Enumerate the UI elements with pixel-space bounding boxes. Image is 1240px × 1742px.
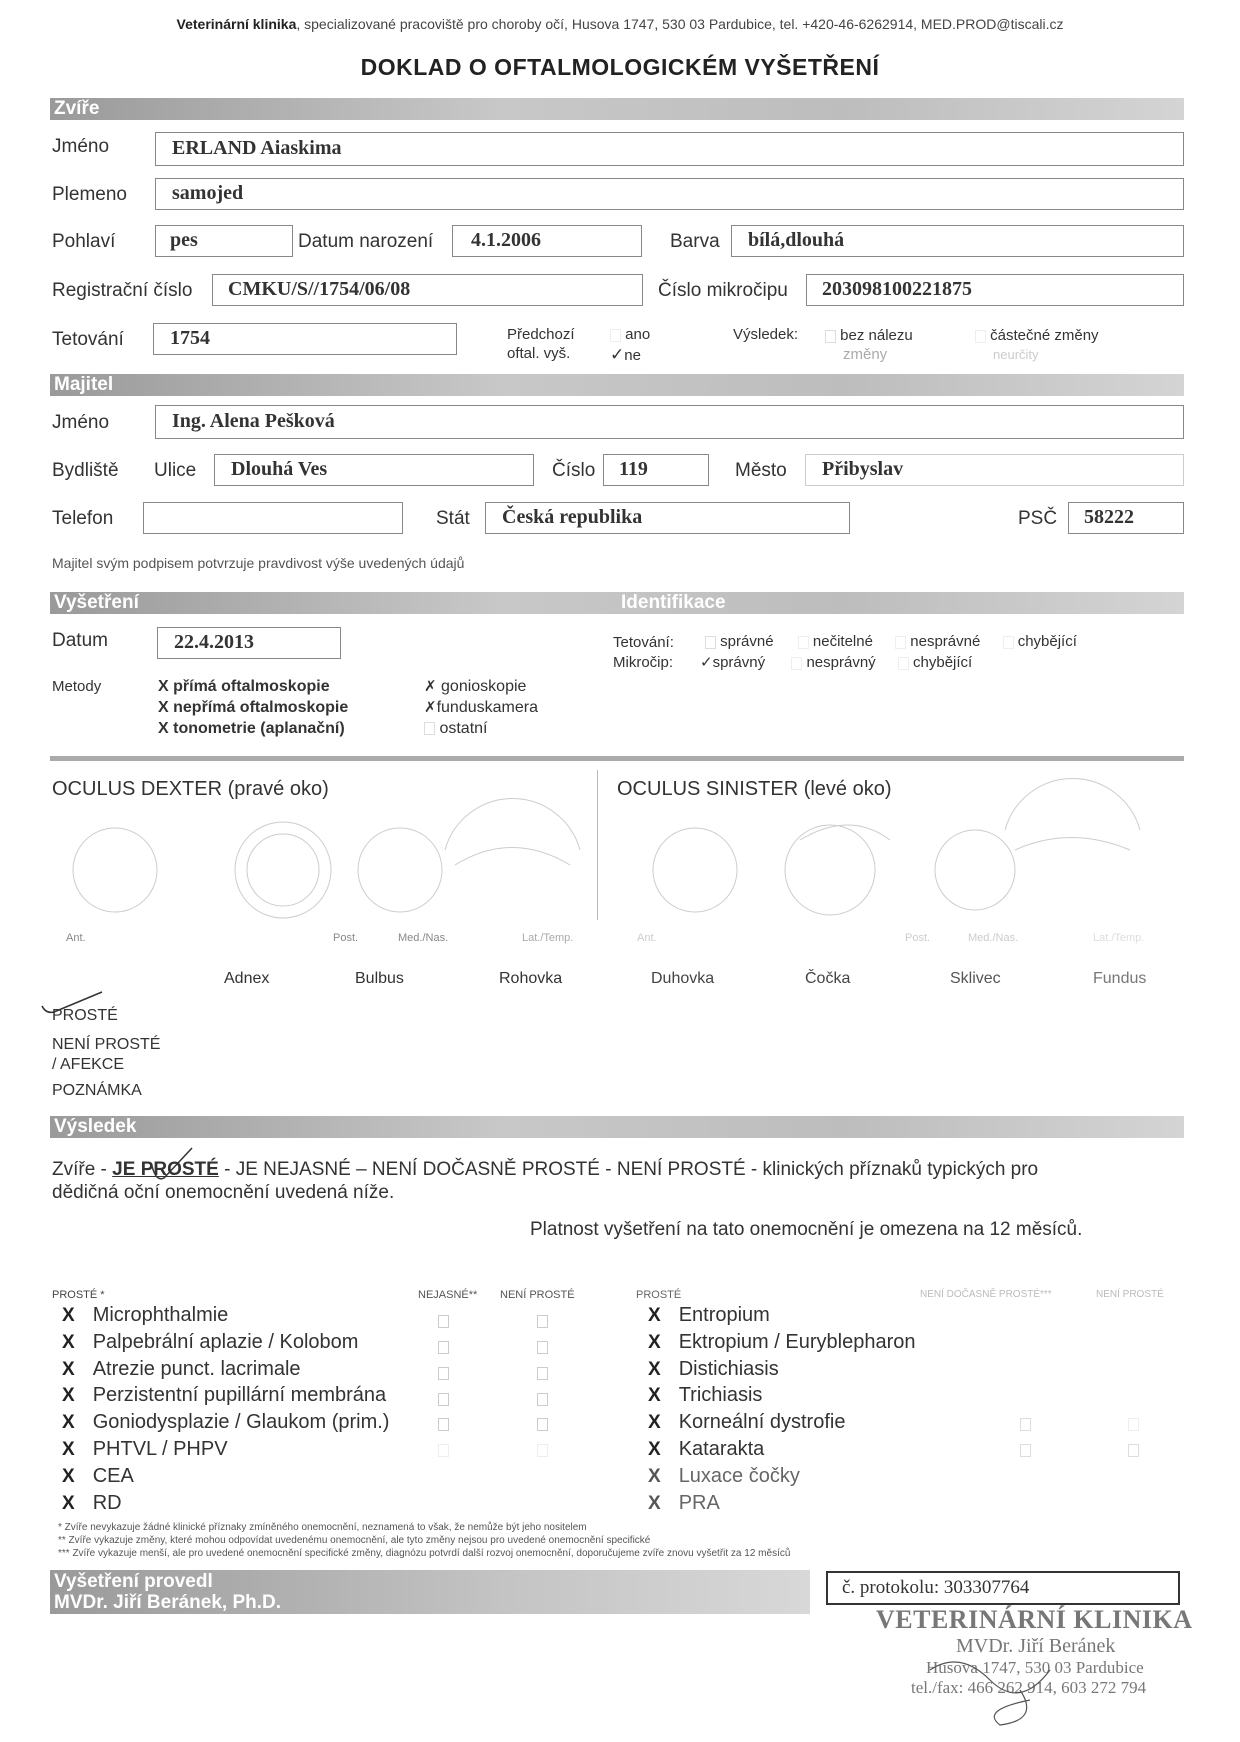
sex-field[interactable]: pes xyxy=(155,225,293,257)
method-option[interactable]: ✗ gonioskopie xyxy=(424,678,527,695)
registration-field[interactable]: CMKU/S//1754/06/08 xyxy=(212,274,643,306)
part-lens: Čočka xyxy=(805,970,851,987)
prev-no-option[interactable]: ✓ne xyxy=(610,345,641,364)
method-item: X přímá oftalmoskopie xyxy=(158,678,330,695)
disease-list-right xyxy=(648,1303,915,1517)
disease-row: X Entropium xyxy=(648,1304,770,1326)
result-no-finding-option[interactable]: bez nálezu změny xyxy=(825,326,913,364)
color-label: Barva xyxy=(670,231,720,252)
registration-label: Registrační číslo xyxy=(52,280,193,301)
oculus-dexter-title: OCULUS DEXTER (pravé oko) xyxy=(52,778,329,800)
method-option[interactable]: ostatní xyxy=(424,718,538,739)
head-temp-not-clear: NENÍ DOČASNĚ PROSTÉ*** xyxy=(920,1289,1052,1300)
tattoo-options[interactable]: správné nečitelné nesprávné chybějící xyxy=(705,633,1077,650)
head-clear-right: PROSTÉ xyxy=(636,1289,682,1301)
disease-row: X Microphthalmie xyxy=(62,1304,229,1326)
tattoo-label: Tetování xyxy=(52,329,124,350)
section-bar-animal: Zvíře xyxy=(50,98,1184,120)
result-statement-line2: dědičná oční onemocnění uvedená níže. xyxy=(52,1182,395,1203)
disease-row: X Perzistentní pupillární membrána xyxy=(62,1384,387,1407)
section-bar-owner: Majitel xyxy=(50,374,1184,396)
disease-row: X Ektropium / Euryblepharon xyxy=(648,1330,916,1353)
not-clear-checkboxes[interactable] xyxy=(537,1309,548,1464)
city-label: Město xyxy=(735,460,787,481)
owner-name-field[interactable]: Ing. Alena Pešková xyxy=(155,405,1184,439)
head-not-clear-right: NENÍ PROSTÉ xyxy=(1096,1289,1164,1300)
result-label: Výsledek: xyxy=(733,326,799,343)
temp-not-clear-checkboxes[interactable] xyxy=(1020,1412,1031,1464)
part-iris: Duhovka xyxy=(651,970,715,987)
result-chosen: JE PROSTÉ xyxy=(112,1159,219,1180)
unclear-checkboxes[interactable] xyxy=(438,1309,449,1464)
phone-field[interactable] xyxy=(143,502,403,534)
dir-label-lat-os: Lat./Temp. xyxy=(1093,932,1145,944)
city-field[interactable]: Přibyslav xyxy=(805,454,1184,486)
head-unclear: NEJASNÉ** xyxy=(418,1289,478,1301)
method-option[interactable]: ✗funduskamera xyxy=(424,699,538,716)
disease-row: X CEA xyxy=(62,1464,134,1487)
result-statement: Zvíře - JE PROSTÉ - JE NEJASNÉ – NENÍ DOČASNĚ PROSTÉ - NENÍ PROSTÉ - klinických příznaků typických pro xyxy=(52,1159,1039,1180)
street-field[interactable]: Dlouhá Ves xyxy=(214,454,534,486)
animal-name-label: Jméno xyxy=(52,136,110,157)
dir-label-med-od: Med./Nas. xyxy=(398,932,449,944)
row-not-clear-label: NENÍ PROSTÉ / AFEKCE xyxy=(52,1036,161,1073)
zip-field[interactable]: 58222 xyxy=(1068,502,1184,534)
method-item: X nepřímá oftalmoskopie xyxy=(158,699,349,716)
part-fundus: Fundus xyxy=(1093,970,1147,987)
dir-label-ant-os: Ant. xyxy=(637,932,657,944)
owner-confirmation-note: Majitel svým podpisem potvrzuje pravdivost výše uvedených údajů xyxy=(52,555,465,571)
country-label: Stát xyxy=(436,508,470,529)
performed-by-bar: Vyšetření provedl MVDr. Jiří Beránek, Ph.D. xyxy=(50,1570,810,1614)
disease-row: X Palpebrální aplazie / Kolobom xyxy=(62,1330,359,1353)
address-label: Bydliště xyxy=(52,460,119,481)
part-vitreous: Sklivec xyxy=(950,970,1001,987)
street-label: Ulice xyxy=(154,460,197,481)
dir-label-post-os: Post. xyxy=(905,932,931,944)
clinic-header: Veterinární klinika, specializované pracoviště pro choroby očí, Husova 1747, 530 03 Pardubice, tel. +420-46-6262914, MED.PROD@tiscali.cz xyxy=(176,16,1064,32)
color-field[interactable]: bílá,dlouhá xyxy=(731,225,1184,257)
phone-label: Telefon xyxy=(52,508,114,529)
document-title: DOKLAD O OFTALMOLOGICKÉM VYŠETŘENÍ xyxy=(360,54,880,80)
footnotes: * Zvíře nevykazuje žádné klinické příznaky zmíněného onemocnění, neznamená to však, že nemůže být jeho nositelem ** Zvíře vykazuje změny, které mohou odpovídat uvedenému onemocnění, ale tyto změny nejsou pro uvedené onemocnění specifické *** Zvíře vykazuje menší, ale pro uvedené onemocnění specifické změny, diagnózu potvrdí další rozvoj onemocnění, doporučujeme zvíře znovu vyšetřit za 12 měsíců xyxy=(58,1522,791,1559)
row-note-label: POZNÁMKA xyxy=(52,1082,142,1099)
disease-row: X Goniodysplazie / Glaukom (prim.) xyxy=(62,1411,390,1434)
method-item: X tonometrie (aplanační) xyxy=(158,720,345,737)
oculus-sinister-title: OCULUS SINISTER (levé oko) xyxy=(617,778,892,800)
part-bulbus: Bulbus xyxy=(355,970,404,987)
disease-row: X Atrezie punct. lacrimale xyxy=(62,1357,301,1380)
disease-row: X Trichiasis xyxy=(648,1384,763,1407)
disease-row: X PHTVL / PHPV xyxy=(62,1437,228,1460)
result-partial-option[interactable]: částečné změny neurčity xyxy=(975,326,1099,364)
dir-label-lat-od: Lat./Temp. xyxy=(522,932,574,944)
head-not-clear: NENÍ PROSTÉ xyxy=(500,1289,575,1301)
disease-row: X Luxace čočky xyxy=(648,1464,800,1487)
owner-name-label: Jméno xyxy=(52,412,110,433)
result-check-icon xyxy=(148,1144,198,1188)
eye-diagrams xyxy=(50,770,1184,950)
country-field[interactable]: Česká republika xyxy=(485,502,850,534)
animal-name-field[interactable]: ERLAND Aiaskima xyxy=(155,132,1184,166)
dir-label-ant-od: Ant. xyxy=(66,932,86,944)
head-clear-left: PROSTÉ * xyxy=(52,1289,105,1301)
section-bar-exam: Vyšetření Identifikace xyxy=(50,592,1184,614)
dir-label-post-od: Post. xyxy=(333,932,359,944)
disease-row: X PRA xyxy=(648,1491,720,1514)
exam-date-field[interactable]: 22.4.2013 xyxy=(157,627,341,659)
methods-list-other xyxy=(424,676,538,739)
exam-date-label: Datum xyxy=(52,630,108,651)
disease-row: X Katarakta xyxy=(648,1437,765,1460)
methods-list xyxy=(158,676,348,739)
previous-exam-label: Předchozí oftal. vyš. xyxy=(507,326,575,362)
disease-row: X RD xyxy=(62,1491,122,1514)
prev-yes-option[interactable]: ano xyxy=(610,326,650,343)
breed-label: Plemeno xyxy=(52,184,127,205)
microchip-field[interactable]: 203098100221875 xyxy=(806,274,1184,306)
chip-options[interactable]: ✓správný nesprávný chybějící xyxy=(700,654,973,671)
disease-row: X Distichiasis xyxy=(648,1357,779,1380)
breed-field[interactable]: samojed xyxy=(155,178,1184,210)
tattoo-field[interactable]: 1754 xyxy=(153,323,457,355)
house-number-field[interactable]: 119 xyxy=(603,454,709,486)
dob-field[interactable]: 4.1.2006 xyxy=(452,225,642,257)
part-adnex: Adnex xyxy=(224,970,270,987)
part-cornea: Rohovka xyxy=(499,970,563,987)
section-bar-result: Výsledek xyxy=(50,1116,1184,1138)
protocol-number-field[interactable]: č. protokolu: 303307764 xyxy=(826,1571,1180,1605)
clinic-stamp: VETERINÁRNÍ KLINIKA MVDr. Jiří Beránek Husova 1747, 530 03 Pardubice tel./fax: 466 262 914, 603 272 794 xyxy=(876,1605,1193,1697)
microchip-label: Číslo mikročipu xyxy=(658,280,788,301)
dir-label-med-os: Med./Nas. xyxy=(968,932,1019,944)
disease-row: X Korneální dystrofie xyxy=(648,1411,846,1434)
dob-label: Datum narození xyxy=(298,231,434,252)
zip-label: PSČ xyxy=(1018,508,1058,529)
not-clear-right-checkboxes[interactable] xyxy=(1128,1412,1139,1464)
divider xyxy=(50,756,1184,761)
checkmark-icon xyxy=(38,988,108,1024)
row-clear-label[interactable]: PROSTÉ xyxy=(52,1007,118,1024)
validity-note: Platnost vyšetření na tato onemocnění je omezena na 12 měsíců. xyxy=(530,1219,1083,1240)
disease-list-left xyxy=(62,1303,389,1517)
identification-labels: Tetování: Mikročip: xyxy=(613,634,674,671)
methods-label: Metody xyxy=(52,678,102,695)
house-number-label: Číslo xyxy=(552,460,596,481)
signature-icon xyxy=(900,1640,1100,1730)
sex-label: Pohlaví xyxy=(52,231,116,252)
